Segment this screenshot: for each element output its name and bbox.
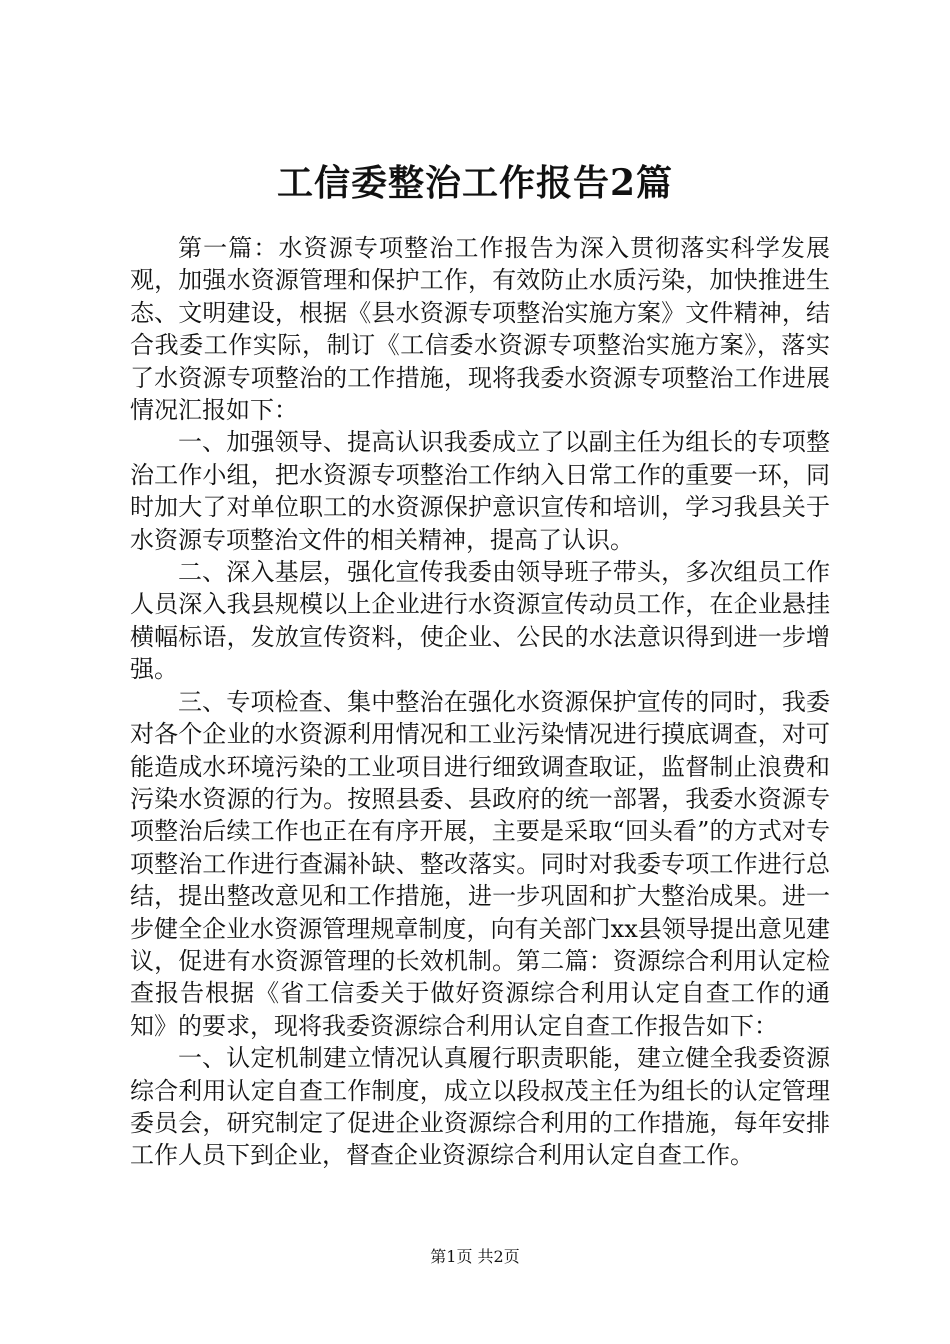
page-number-footer: 第1页 共2页 (430, 1247, 520, 1266)
paragraph-3: 二、深入基层，强化宣传我委由领导班子带头，多次组员工作人员深入我县规模以上企业进行水资源宣传动员工作，在企业悬挂横幅标语，发放宣传资料，使企业、公民的水法意识得到进一步增强。 (130, 558, 830, 684)
paragraph-2: 一、加强领导、提高认识我委成立了以副主任为组长的专项整治工作小组，把水资源专项整治工作纳入日常工作的重要一环，同时加大了对单位职工的水资源保护意识宣传和培训，学习我县关于水资源专项整治文件的相关精神，提高了认识。 (130, 428, 830, 554)
document-title: 工信委整治工作报告2篇 (276, 162, 674, 204)
paragraph-5: 一、认定机制建立情况认真履行职责职能，建立健全我委资源综合利用认定自查工作制度，成立以段叔茂主任为组长的认定管理委员会，研究制定了促进企业资源综合利用的工作措施，每年安排工作人员下到企业，督查企业资源综合利用认定自查工作。 (130, 1044, 830, 1170)
document-body (130, 232, 830, 1172)
paragraph-4: 三、专项检查、集中整治在强化水资源保护宣传的同时，我委对各个企业的水资源利用情况和工业污染情况进行摸底调查，对可能造成水环境污染的工业项目进行细致调查取证，监督制止浪费和污染水资源的行为。按照县委、县政府的统一部署，我委水资源专项整治后续工作也正在有序开展，主要是采取“回头看”的方式对专项整治工作进行查漏补缺、整改落实。同时对我委专项工作进行总结，提出整改意见和工作措施，进一步巩固和扩大整治成果。进一步健全企业水资源管理规章制度，向有关部门xx县领导提出意见建议，促进有水资源管理的长效机制。第二篇：资源综合利用认定检查报告根据《省工信委关于做好资源综合利用认定自查工作的通知》的要求，现将我委资源综合利用认定自查工作报告如下： (130, 687, 830, 1040)
paragraph-1: 第一篇：水资源专项整治工作报告为深入贯彻落实科学发展观，加强水资源管理和保护工作，有效防止水质污染，加快推进生态、文明建设，根据《县水资源专项整治实施方案》文件精神，结合我委工作实际，制订《工信委水资源专项整治实施方案》，落实了水资源专项整治的工作措施，现将我委水资源专项整治工作进展情况汇报如下： (130, 234, 830, 425)
